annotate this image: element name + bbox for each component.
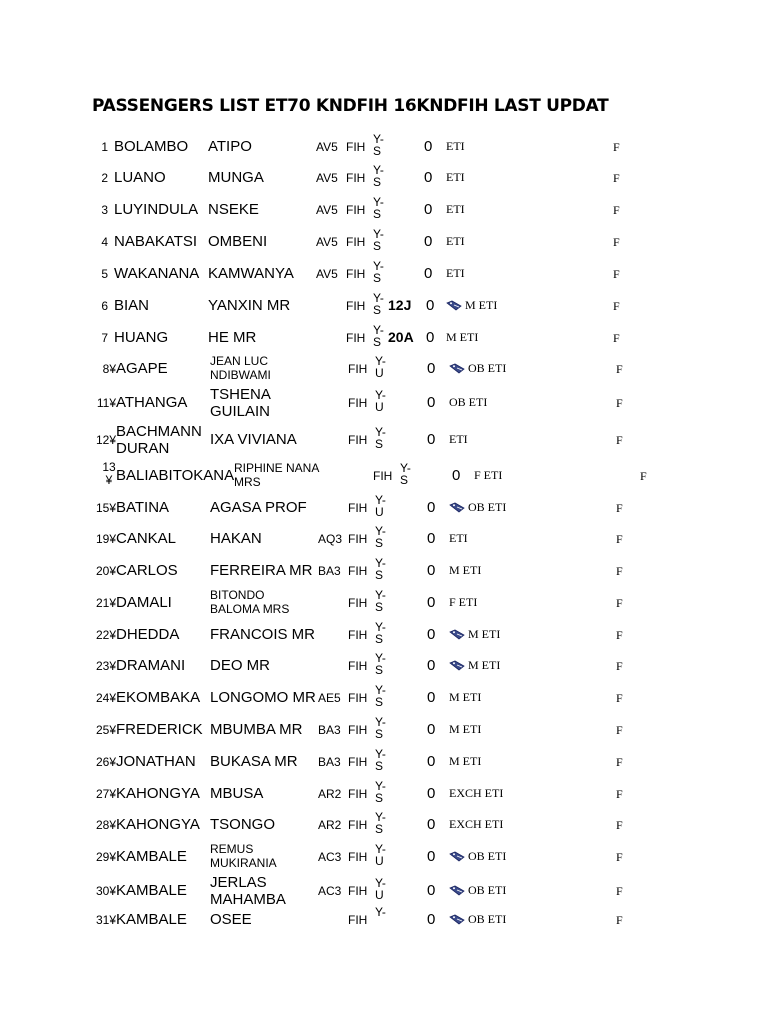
destination: FIH: [348, 659, 368, 673]
booking-code: AR2: [318, 818, 342, 832]
passenger-status: [449, 531, 468, 546]
passenger-status: [449, 500, 506, 515]
status-text: M ETI: [449, 722, 482, 736]
booking-class: Y- S: [373, 163, 384, 189]
status-text: M ETI: [468, 658, 501, 672]
passenger-status: [449, 722, 481, 737]
booking-class: Y- S: [375, 588, 386, 614]
passenger-number: 2: [101, 171, 108, 185]
status-text: ETI: [446, 234, 465, 248]
passenger-status: [449, 627, 500, 642]
passenger-flag: F: [616, 396, 623, 410]
booking-code: AV5: [316, 203, 338, 217]
passenger-first-name: MBUSA: [210, 785, 264, 802]
status-text: M ETI: [465, 298, 498, 312]
status-text: OB ETI: [468, 500, 507, 514]
booking-class: Y- S: [375, 683, 386, 709]
passenger-first-name: FRANCOIS MR: [210, 626, 315, 643]
status-text: ETI: [449, 432, 468, 446]
booking-code: AV5: [316, 235, 338, 249]
destination: FIH: [373, 469, 393, 483]
passenger-row: [0, 588, 768, 618]
destination: FIH: [348, 501, 368, 515]
baggage-count: 0: [427, 785, 436, 802]
passenger-status: [449, 595, 477, 610]
passenger-row: [0, 425, 768, 455]
passenger-first-name: KAMWANYA: [208, 265, 294, 282]
passenger-number: 1: [101, 140, 108, 154]
passenger-flag: F: [616, 913, 623, 927]
baggage-count: 0: [426, 329, 435, 346]
luggage-tag-icon: [449, 502, 465, 513]
seat-number: 20A: [388, 329, 414, 345]
status-text: ETI: [446, 202, 465, 216]
passenger-last-name: DAMALI: [116, 594, 172, 611]
passenger-flag: F: [616, 433, 623, 447]
booking-code: AE5: [318, 691, 341, 705]
passenger-last-name: HUANG: [114, 329, 169, 346]
booking-code: AR2: [318, 787, 342, 801]
passenger-row: [0, 132, 768, 162]
destination: FIH: [346, 140, 366, 154]
passenger-row: [0, 747, 768, 777]
passenger-status: [446, 202, 465, 217]
passenger-number: 23¥: [95, 659, 116, 673]
booking-class: Y- S: [400, 461, 411, 487]
passenger-first-name: BUKASA MR: [210, 753, 298, 770]
status-text: F ETI: [449, 595, 478, 609]
passenger-number: 4: [101, 235, 108, 249]
booking-class: Y- S: [375, 620, 386, 646]
status-text: EXCH ETI: [449, 817, 504, 831]
destination: FIH: [348, 532, 368, 546]
passenger-flag: F: [616, 628, 623, 642]
passenger-flag: F: [613, 203, 620, 217]
passenger-last-name: NABAKATSI: [114, 233, 198, 250]
booking-class: Y- S: [373, 291, 384, 317]
baggage-count: 0: [427, 689, 436, 706]
status-text: ETI: [446, 170, 465, 184]
passenger-status: [449, 361, 506, 376]
passenger-first-name: JERLAS MAHAMBA: [210, 874, 286, 908]
baggage-count: 0: [427, 721, 436, 738]
booking-class: Y- S: [373, 132, 384, 158]
destination: FIH: [346, 267, 366, 281]
passenger-first-name: AGASA PROF: [210, 499, 307, 516]
passenger-row: [0, 259, 768, 289]
document-title: PASSENGERS LIST ET70 KNDFIH 16KNDFIH LAST UPDAT: [92, 96, 609, 116]
destination: FIH: [346, 331, 366, 345]
baggage-count: 0: [427, 530, 436, 547]
booking-code: BA3: [318, 723, 341, 737]
status-text: ETI: [446, 266, 465, 280]
passenger-number: 8¥: [102, 362, 116, 376]
passenger-status: [449, 658, 500, 673]
baggage-count: 0: [427, 594, 436, 611]
passenger-flag: F: [616, 818, 623, 832]
passenger-first-name: TSONGO: [210, 816, 276, 833]
passenger-flag: F: [613, 235, 620, 249]
booking-code: AQ3: [318, 532, 343, 546]
destination: FIH: [348, 818, 368, 832]
passenger-flag: F: [613, 331, 620, 345]
destination: FIH: [346, 235, 366, 249]
passenger-last-name: BOLAMBO: [114, 138, 189, 155]
passenger-row: [0, 842, 768, 872]
passenger-flag: F: [613, 140, 620, 154]
passenger-first-name: MUNGA: [208, 169, 264, 186]
passenger-last-name: KAHONGYA: [116, 816, 200, 833]
passenger-last-name: KAHONGYA: [116, 785, 200, 802]
passenger-status: [449, 786, 503, 801]
passenger-first-name: FERREIRA MR: [210, 562, 313, 579]
passenger-flag: F: [616, 691, 623, 705]
passenger-status: [449, 690, 481, 705]
passenger-first-name: OSEE: [210, 911, 252, 928]
passenger-status: [446, 298, 497, 313]
passenger-number: 24¥: [95, 691, 116, 705]
luggage-tag-icon: [449, 660, 465, 671]
passenger-first-name: REMUS MUKIRANIA: [210, 842, 277, 870]
passenger-last-name: CANKAL: [116, 530, 177, 547]
booking-class: Y- S: [373, 195, 384, 221]
passenger-row: [0, 876, 768, 906]
passenger-flag: F: [616, 659, 623, 673]
status-text: OB ETI: [449, 395, 488, 409]
luggage-tag-icon: [449, 851, 465, 862]
passenger-first-name: IXA VIVIANA: [210, 431, 297, 448]
passenger-status: [446, 234, 465, 249]
passenger-number: 30¥: [95, 884, 116, 898]
passenger-last-name: KAMBALE: [116, 848, 187, 865]
destination: FIH: [348, 787, 368, 801]
luggage-tag-icon: [446, 300, 462, 311]
passenger-last-name: BALIABITOKANA: [116, 467, 235, 484]
passenger-number: 20¥: [95, 564, 116, 578]
baggage-count: 0: [452, 467, 461, 484]
passenger-number: 15¥: [95, 501, 116, 515]
passenger-status: [449, 849, 506, 864]
passenger-first-name: YANXIN MR: [208, 297, 291, 314]
destination: FIH: [348, 723, 368, 737]
passenger-status: [446, 266, 465, 281]
passenger-row: [0, 556, 768, 586]
baggage-count: 0: [424, 169, 433, 186]
passenger-status: [449, 563, 481, 578]
destination: FIH: [348, 596, 368, 610]
baggage-count: 0: [427, 360, 436, 377]
passenger-number: 3: [101, 203, 108, 217]
passenger-row: [0, 354, 768, 384]
passenger-last-name: KAMBALE: [116, 882, 187, 899]
baggage-count: 0: [427, 562, 436, 579]
passenger-first-name: HE MR: [208, 329, 257, 346]
destination: FIH: [348, 884, 368, 898]
passenger-number: 11¥: [96, 396, 116, 410]
passenger-number: 7: [101, 331, 108, 345]
status-text: M ETI: [449, 563, 482, 577]
passenger-last-name: FREDERICK: [116, 721, 203, 738]
baggage-count: 0: [427, 882, 436, 899]
passenger-number: 5: [101, 267, 108, 281]
passenger-row: [0, 524, 768, 554]
destination: FIH: [348, 628, 368, 642]
passenger-last-name: ATHANGA: [116, 394, 188, 411]
passenger-row: [0, 715, 768, 745]
passenger-last-name: KAMBALE: [116, 911, 187, 928]
booking-code: AV5: [316, 140, 338, 154]
passenger-row: [0, 493, 768, 523]
passenger-first-name: OMBENI: [208, 233, 268, 250]
passenger-flag: F: [616, 596, 623, 610]
passenger-row: [0, 227, 768, 257]
baggage-count: 0: [424, 233, 433, 250]
passenger-row: [0, 779, 768, 809]
status-text: M ETI: [468, 627, 501, 641]
baggage-count: 0: [427, 848, 436, 865]
baggage-count: 0: [424, 265, 433, 282]
baggage-count: 0: [424, 201, 433, 218]
passenger-last-name: LUYINDULA: [114, 201, 199, 218]
booking-code: BA3: [318, 564, 341, 578]
passenger-number: 26¥: [95, 755, 116, 769]
baggage-count: 0: [427, 394, 436, 411]
status-text: ETI: [449, 531, 468, 545]
passenger-last-name: BATINA: [116, 499, 170, 516]
passenger-flag: F: [616, 884, 623, 898]
booking-class: Y- U: [375, 354, 386, 380]
booking-class: Y-: [375, 905, 386, 919]
passenger-status: [449, 754, 481, 769]
baggage-count: 0: [427, 816, 436, 833]
passenger-last-name: WAKANANA: [114, 265, 200, 282]
booking-class: Y- S: [375, 747, 386, 773]
luggage-tag-icon: [449, 914, 465, 925]
status-text: M ETI: [446, 330, 479, 344]
passenger-status: [449, 912, 506, 927]
luggage-tag-icon: [449, 629, 465, 640]
booking-code: AV5: [316, 267, 338, 281]
booking-class: Y- S: [375, 779, 386, 805]
baggage-count: 0: [426, 297, 435, 314]
booking-class: Y- U: [375, 493, 386, 519]
destination: FIH: [348, 433, 368, 447]
baggage-count: 0: [427, 626, 436, 643]
status-text: OB ETI: [468, 361, 507, 375]
passenger-row: [0, 620, 768, 650]
passenger-row: [0, 195, 768, 225]
booking-class: Y- S: [375, 556, 386, 582]
status-text: OB ETI: [468, 849, 507, 863]
baggage-count: 0: [427, 911, 436, 928]
destination: FIH: [346, 171, 366, 185]
passenger-number: 28¥: [95, 818, 116, 832]
passenger-status: [446, 170, 465, 185]
passenger-last-name: JONATHAN: [116, 753, 196, 770]
passenger-status: [449, 395, 487, 410]
destination: FIH: [348, 755, 368, 769]
passenger-first-name: HAKAN: [210, 530, 262, 547]
passenger-number: 12¥: [95, 433, 116, 447]
passenger-last-name: LUANO: [114, 169, 166, 186]
baggage-count: 0: [427, 499, 436, 516]
status-text: F ETI: [474, 468, 503, 482]
passenger-first-name: BITONDO BALOMA MRS: [210, 588, 290, 616]
passenger-flag: F: [616, 564, 623, 578]
passenger-row: [0, 291, 768, 321]
passenger-row: [0, 683, 768, 713]
booking-class: Y- S: [373, 227, 384, 253]
seat-number: 12J: [388, 297, 412, 313]
destination: FIH: [348, 564, 368, 578]
destination: FIH: [348, 396, 368, 410]
status-text: ETI: [446, 139, 465, 153]
booking-class: Y- U: [375, 388, 386, 414]
booking-class: Y- S: [375, 425, 386, 451]
passenger-flag: F: [613, 299, 620, 313]
passenger-number: 27¥: [95, 787, 116, 801]
status-text: OB ETI: [468, 912, 507, 926]
booking-code: AV5: [316, 171, 338, 185]
passenger-number: 19¥: [95, 532, 116, 546]
passenger-number: 25¥: [95, 723, 116, 737]
passenger-first-name: LONGOMO MR: [210, 689, 316, 706]
passenger-last-name: BIAN: [114, 297, 150, 314]
passenger-status: [446, 139, 465, 154]
status-text: EXCH ETI: [449, 786, 504, 800]
passenger-last-name: EKOMBAKA: [116, 689, 201, 706]
destination: FIH: [348, 691, 368, 705]
passenger-flag: F: [616, 362, 623, 376]
booking-code: BA3: [318, 755, 341, 769]
baggage-count: 0: [427, 431, 436, 448]
status-text: M ETI: [449, 754, 482, 768]
passenger-flag: F: [613, 267, 620, 281]
passenger-first-name: NSEKE: [208, 201, 259, 218]
destination: FIH: [346, 299, 366, 313]
passenger-first-name: MBUMBA MR: [210, 721, 303, 738]
passenger-row: [0, 388, 768, 418]
passenger-first-name: TSHENA GUILAIN: [210, 386, 271, 420]
passenger-status: [449, 432, 468, 447]
passenger-flag: F: [616, 723, 623, 737]
passenger-status: [449, 883, 506, 898]
destination: FIH: [346, 203, 366, 217]
passenger-flag: F: [640, 469, 647, 483]
passenger-flag: F: [613, 171, 620, 185]
passenger-last-name: CARLOS: [116, 562, 178, 579]
booking-code: AC3: [318, 850, 342, 864]
passenger-flag: F: [616, 532, 623, 546]
passenger-row: [0, 810, 768, 840]
destination: FIH: [348, 913, 368, 927]
passenger-row: [0, 323, 768, 353]
passenger-last-name: DRAMANI: [116, 657, 186, 674]
baggage-count: 0: [424, 138, 433, 155]
passenger-row: [0, 905, 768, 935]
passenger-last-name: BACHMANN DURAN: [116, 423, 202, 457]
booking-class: Y- S: [373, 259, 384, 285]
booking-class: Y- S: [375, 651, 386, 677]
luggage-tag-icon: [449, 885, 465, 896]
baggage-count: 0: [427, 753, 436, 770]
passenger-number: 29¥: [95, 850, 116, 864]
passenger-status: [449, 817, 503, 832]
passenger-first-name: ATIPO: [208, 138, 252, 155]
destination: FIH: [348, 850, 368, 864]
booking-class: Y- S: [375, 810, 386, 836]
destination: FIH: [348, 362, 368, 376]
booking-code: AC3: [318, 884, 342, 898]
passenger-row: [0, 163, 768, 193]
booking-class: Y- S: [373, 323, 384, 349]
passenger-first-name: JEAN LUC NDIBWAMI: [210, 354, 271, 382]
passenger-flag: F: [616, 755, 623, 769]
booking-class: Y- U: [375, 842, 386, 868]
booking-class: Y- S: [375, 524, 386, 550]
passenger-number: 22¥: [95, 628, 116, 642]
status-text: OB ETI: [468, 883, 507, 897]
booking-class: Y- U: [375, 876, 386, 902]
passenger-last-name: DHEDDA: [116, 626, 180, 643]
luggage-tag-icon: [449, 363, 465, 374]
passenger-flag: F: [616, 850, 623, 864]
passenger-number: 13 ¥: [102, 460, 116, 487]
passenger-row: [0, 461, 768, 491]
passenger-flag: F: [616, 787, 623, 801]
passenger-row: [0, 651, 768, 681]
status-text: M ETI: [449, 690, 482, 704]
passenger-number: 21¥: [95, 596, 116, 610]
passenger-last-name: AGAPE: [116, 360, 168, 377]
booking-class: Y- S: [375, 715, 386, 741]
passenger-first-name: RIPHINE NANA MRS: [234, 461, 320, 489]
passenger-status: [446, 330, 478, 345]
passenger-number: 6: [101, 299, 108, 313]
baggage-count: 0: [427, 657, 436, 674]
passenger-number: 31¥: [95, 913, 116, 927]
passenger-first-name: DEO MR: [210, 657, 270, 674]
passenger-flag: F: [616, 501, 623, 515]
passenger-status: [474, 468, 502, 483]
